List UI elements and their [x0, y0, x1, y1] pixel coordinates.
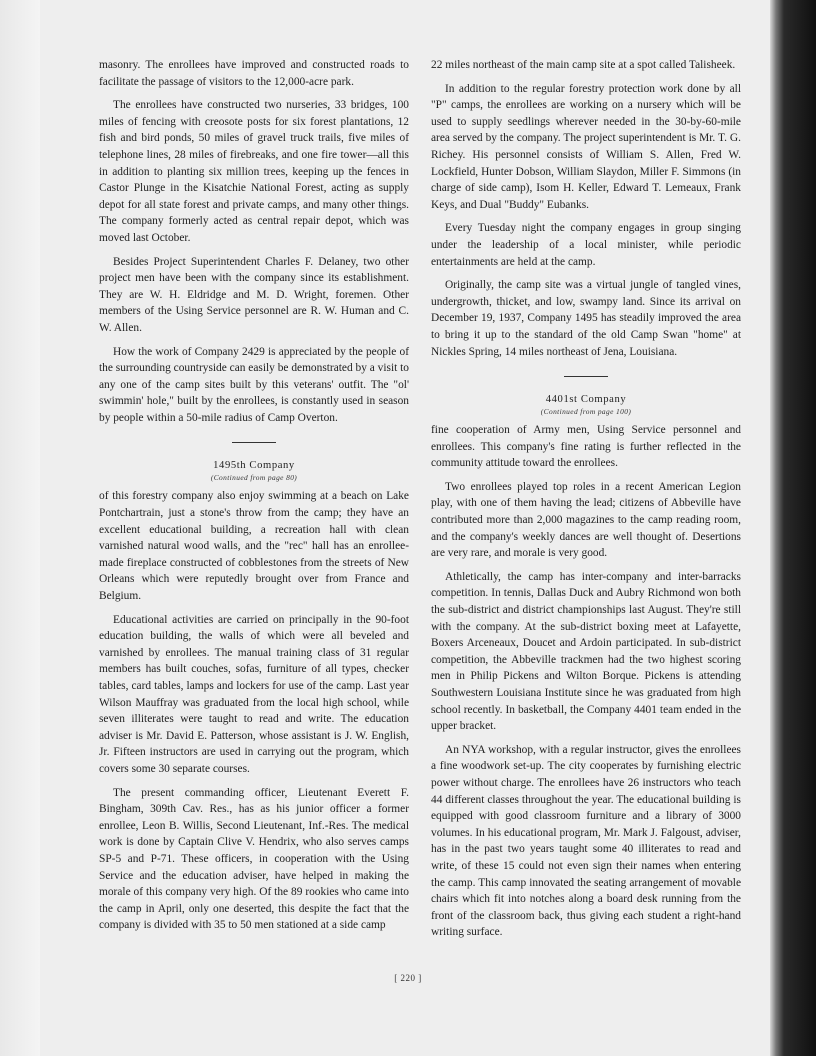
paragraph: The enrollees have constructed two nurseries, 33 bridges, 100 miles of fencing with creosote posts for six forest plantations, 12 fish and bird ponds, 50 miles of gravel truck trails, five miles of telephone lines, 28 miles of firebreaks, and one fire tower—all this in addition to planting six million trees, keeping up the fences in Castor Plunge in the Kisatchie National Forest, acting as supply depot for all state forest and private camps, and many other things. The company formerly acted as central repair depot, which was moved last October.: [99, 99, 409, 244]
paragraph: 22 miles northeast of the main camp site at a spot called Talisheek.: [431, 59, 736, 71]
paragraph: How the work of Company 2429 is appreciated by the people of the surrounding countryside can easily be demonstrated by a visit to any one of the camp sites built by this veterans' outfit. The "ol' swimmin' hole," built by the enrollees, is constantly used in season by people within a 50-mile radius of Camp Overton.: [99, 345, 410, 424]
section-divider: [564, 376, 608, 377]
scan-left-margin: [0, 0, 40, 1056]
page-binding-shadow: [770, 0, 816, 1056]
paragraph: Athletically, the camp has inter-company and inter-barracks competition. In tennis, Dallas Duck and Aubry Richmond won both the sub-district and district championships last August. They're still with the company. At the sub-district boxing meet at Lafayette, Boxers Arceneaux, Doucet and Ardoin participated. In sub-district competition, the Abbeville trackmen had the two highest scoring men in Philip Pickens and Wilton Borque. Pickens is attending Southwestern Louisiana Institute since he was graduated from high school recently. In basketball, the Company 4401 team ended in the upper bracket.: [431, 570, 741, 733]
paragraph: masonry. The enrollees have improved and constructed roads to facilitate the passage of visitors to the 12,000-acre park.: [99, 59, 409, 88]
paragraph: Every Tuesday night the company engages in group singing under the leadership of a local minister, while periodic entertainments are held at the camp.: [431, 222, 741, 268]
paragraph: An NYA workshop, with a regular instructor, gives the enrollees a fine woodwork set-up. The city cooperates by furnishing electric power without charge. The enrollees have 26 instructors who teach 44 different classes throughout the year. The educational building is equipped with good classroom furniture and a library of 3000 volumes. In his educational program, Mr. Mark J. Falgoust, adviser, has in the past two years taught some 40 illiterates to read and write, of these 15 could not even sign their names when entering the camp. This camp innovated the seating arrangement of movable chairs which fit into notches along a board desk running from the front of the classroom back, thus giving each student a right-hand writing surface.: [431, 743, 741, 939]
paragraph: fine cooperation of Army men, Using Service personnel and enrollees. This company's fine rating is further reflected in the community attitude toward the enrollees.: [431, 424, 741, 470]
paragraph: In addition to the regular forestry protection work done by all "P" camps, the enrollees are working on a nursery which will be used to supply seedlings wherever needed in the 30-by-60-mile area served by the company. The project superintendent is Mr. T. G. Richey. His personnel consists of William S. Allen, Fred W. Lockfield, Hunter Dobson, William Slaydon, Miller F. Simmons (in charge of side camp), Isom H. Keller, Edward T. Lemeaux, Frank Keys, and Dual "Buddy" Eubanks.: [431, 82, 741, 211]
paragraph: Originally, the camp site was a virtual jungle of tangled vines, undergrowth, thicket, and low, swampy land. Since its arrival on December 19, 1937, Company 1495 has steadily improved the area to bring it up to the standard of the old Camp Swan "home" at Nickles Spring, 14 miles northeast of Jena, Louisiana.: [431, 279, 741, 358]
paragraph: of this forestry company also enjoy swimming at a beach on Lake Pontchartrain, just a stone's throw from the camp; they have an excellent educational building, a recreation hall with clean varnished natural wood walls, and the "rec" hall has an enrollee-made fireplace constructed of cobblestones from the streets of New Orleans which were reputedly brought over from France and Belgium.: [99, 490, 409, 603]
continued-note: (Continued from page 100): [540, 407, 632, 417]
left-column: [99, 57, 409, 941]
section-heading: 1495th Company: [213, 460, 295, 472]
paragraph: Besides Project Superintendent Charles F. Delaney, two other project men have been with the company since its establishment. They are W. H. Eldridge and M. D. Wright, foremen. Other members of the Using Service personnel are R. W. Human and C. W. Allen.: [99, 255, 409, 334]
paragraph: The present commanding officer, Lieutenant Everett F. Bingham, 309th Cav. Res., has as his junior officer a former enrollee, Leon B. Willis, Second Lieutenant, Inf.-Res. The medical work is done by Captain Clive V. Hendrix, who also serves camps SP-5 and P-71. These officers, in cooperation with the Using Service and the education adviser, have helped in making the morale of this company very high. Of the 89 rookies who came into the camp in April, only one deserted, this despite the fact that the company is divided with 35 to 50 men stationed at a side camp: [99, 786, 409, 932]
section-heading: 4401st Company: [545, 394, 627, 406]
paragraph: Two enrollees played top roles in a recent American Legion play, with one of them having the lead; citizens of Abbeville have contributed more than 2,000 magazines to the camp reading room, and the company's weekly dances are well thought of. Desertions are very rare, and morale is very good.: [431, 480, 741, 560]
paragraph: Educational activities are carried on principally in the 90-foot education building, the walls of which were all beveled and varnished by enrollees. The manual training class of 31 regular members has built couches, sofas, furniture of all types, checker tables, card tables, lamps and lockers for use of the camp. Last year Wilson Mauffray was graduated from the local high school, while seven illiterates were taught to read and write. The education adviser is Mr. David E. Patterson, whose assistant is J. W. English, Jr. Fifteen instructors are used in carrying out the program, which covers some 30 separate courses.: [99, 613, 409, 775]
continued-note: (Continued from page 80): [210, 473, 298, 483]
section-divider: [232, 442, 276, 443]
page-number: [ 220 ]: [394, 973, 422, 983]
right-column: [431, 57, 741, 948]
